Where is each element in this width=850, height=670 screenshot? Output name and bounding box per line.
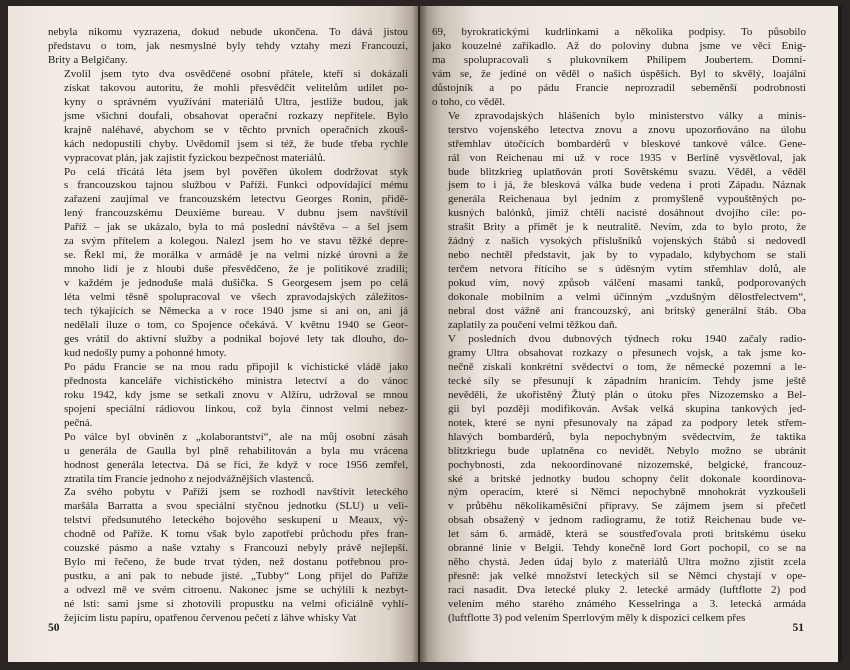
text-line: Ve zpravodajských hlášeních bylo ministerstvo války a minis- — [448, 109, 806, 122]
text-line: krajně naléhavé, abychom se v těchto prvních operačních zkouš- — [64, 123, 408, 136]
text-line: V posledních dvou dubnových týdnech roku 1940 začaly radio- — [448, 332, 806, 345]
paragraph — [48, 486, 408, 626]
text-line: terstvo vojenského letectva znovu a znovu upozorňováno na úlohu — [448, 123, 806, 136]
text-line: léta velmi těsně spolupracoval ve všech zpravodajských záležitos- — [64, 291, 408, 304]
text-line: raci nasadit. Dva letecké pluky 2. letecké armády (luftflotte 2) pod — [448, 584, 806, 597]
text-line: nečně získali konkrétní svědectví o tom, že německé pozemní a le- — [448, 360, 806, 373]
text-line: couzské pásmo a naše vztahy s Francouzi nebyly právě nejlepší. — [64, 542, 408, 555]
text-line: hlavých bombardérů, byla nepochybným svědectvím, že taktika — [448, 430, 806, 443]
text-line: mnoho lidí je z hloubi duše přesvědčeno, že je politikové zradili; — [64, 263, 408, 276]
text-line: tech týkajících se Německa a v roce 1940 jsme si ani on, ani já — [64, 305, 408, 318]
text-line: chodně od Paříže. K tomu však bylo zapotřebí průchodu přes fran- — [64, 528, 408, 541]
text-line: nedělali iluze o tom, co Spojence očekává. V květnu 1940 se Geor- — [64, 319, 408, 332]
text-line: žejícím listu papíru, opatřenou červenou pečetí z láhve whisky Vat — [64, 612, 357, 625]
text-line: něho chystá. Jeden údaj bylo z materiálů Ultra možno zjistit zcela — [448, 556, 806, 569]
text-line: notek, které se nyní přesunovaly na západ za podpory letek střem- — [448, 416, 806, 429]
paragraph — [48, 361, 408, 431]
text-line: pustku, a ani pak to nebude jisté. „Tubby“ Long přijel do Paříže — [64, 570, 408, 583]
text-line: nebral dost vážně ani francouzský, ani britský generální štáb. Oba — [448, 305, 806, 318]
right-page-text — [432, 26, 806, 626]
text-line: nebo nechtěl představit, jak by to vypadalo, kdybychom se stali — [448, 249, 806, 262]
text-line: pečná. — [64, 416, 93, 429]
text-line: nebyla nikomu vyzrazena, dokud nebude ukončena. To dává jistou — [48, 26, 408, 38]
text-line: pochybnosti, zda nekoordinované nizozemské, belgické, francouz- — [448, 458, 806, 471]
text-line: 69, byrokratickými kudrlinkami a několika podpisy. To působilo — [432, 26, 806, 38]
text-line: bude blitzkrieg uplatňován proti Sovětskému svazu. Věděl, a věděl — [448, 165, 806, 178]
paragraph — [48, 166, 408, 361]
paragraph — [432, 26, 806, 110]
text-line: maršála Barratta a svou speciální styčnou jednotku (SLU) u veli- — [64, 500, 408, 513]
text-line: vám se, že jediné on věděl o našich úspěších. Byl to skvělý, loajální — [432, 67, 806, 80]
text-line: jako kouzelné zaříkadlo. Až do poloviny dubna jsme ve věci Enig- — [432, 39, 806, 52]
text-line: rál von Reichenau mi už v roce 1935 v Berlíně vysvětloval, jak — [448, 151, 806, 164]
paragraph — [48, 68, 408, 166]
text-line: terčem netvora řítícího se s úděsným vytím střemhlav dolů, ale — [448, 263, 806, 276]
text-line: představu o tom, jak nesmyslné byly tehdy vztahy mezi Francouzi, — [48, 39, 408, 52]
text-line: o toho, co věděl. — [432, 95, 506, 108]
right-page — [420, 6, 838, 662]
text-line: žádný z našich vysokých příslušníků vojenských štábů si nedovedl — [448, 235, 806, 248]
text-line: Zvolil jsem tyto dva osvědčené osobní přátele, kteří si dokázali — [64, 67, 408, 80]
text-line: u generála de Gaulla byl plně rehabilitován a byla mu vrácena — [64, 444, 408, 457]
text-line: získat takovou autoritu, že mohli přesvědčit velitelům udílet po- — [64, 81, 408, 94]
text-line: Po válce byl obviněn z „kolaborantství“, ale na můj osobní zásah — [64, 430, 408, 443]
text-line: ges vrátil do aktivní služby a podnikal bojové lety tak dlouho, do- — [64, 332, 408, 345]
text-line: nevěděli, že ukořistěný Žlutý plán o útoku přes Nizozemsko a Bel- — [448, 388, 806, 401]
text-line: lený francouzskému Deuxième bureau. V dubnu jsem navštívil — [64, 207, 408, 220]
left-page-text — [48, 26, 408, 626]
text-line: pokud vím, nový způsob válčení masami tanků, podporovaných — [448, 277, 806, 290]
text-line: se. Řekl mi, že morálka v armádě je na velmi nízké úrovni a že — [64, 249, 408, 262]
text-line: roku 1942, kdy jsme se setkali znovu v Alžíru, udržoval se mnou — [64, 388, 408, 401]
text-line: spojení speciální rádiovou linkou, což byla činnost velmi nebez- — [64, 402, 408, 415]
text-line: generála Reichenaua byl jedním z promyšleně vypouštěných po- — [448, 193, 806, 206]
text-line: střemhlav útočících bombardérů v bleskové tankové válce. Gene- — [448, 137, 806, 150]
text-line: Za svého pobytu v Paříži jsem se rozhodl navštívit leteckého — [64, 486, 408, 499]
text-line: hodnost generála letectva. Dá se říci, že když v roce 1956 zemřel, — [64, 458, 408, 471]
text-line: kud nedošly pumy a pohonné hmoty. — [64, 346, 227, 359]
text-line: blitzkriegu bude uplatněna co nevidět. Nebylo možno se ubránit — [448, 444, 806, 457]
text-line: zaplatily za poučení velmi těžkou daň. — [448, 319, 618, 332]
paragraph — [48, 431, 408, 487]
text-line: Bylo mi řečeno, že bude trvat týden, než dostanu potřebnou pro- — [64, 556, 408, 569]
text-line: v každém je jednoduše malá dušička. S Georgesem jsem po celá — [64, 277, 408, 290]
text-line: jsme všichni doufali, obsahovat operační rozkazy nepřítele. Bylo — [64, 109, 408, 122]
book-gutter — [412, 6, 428, 662]
text-line: a odvezl mě ve svém citroenu. Nakonec jsme se uchýlili k nezbyt- — [64, 584, 408, 597]
text-line: strašit Brity a přimět je k neutralitě. Nevím, zda to bylo proto, že — [448, 221, 806, 234]
paragraph — [48, 26, 408, 68]
text-line: Paříž – jak se ukázalo, byla to má poslední návštěva – a šel jsem — [64, 221, 408, 234]
text-line: kusných balónků, jimiž chtěli nacisté dosáhnout dvojího cíle: po- — [448, 207, 806, 220]
text-line: gii byl později modifikován. Avšak velká skupina tankových jed- — [448, 402, 806, 415]
text-line: zařazení zaujímal ve francouzském letectvu Georges Ronin, přidě- — [64, 193, 408, 206]
text-line: kách nedopustili chyby. Uvědomil jsem si též, že bude třeba rychle — [64, 137, 408, 150]
text-line: v průběhu několikaměsíční přípravy. Se zájmem jsem si přečetl — [448, 500, 806, 513]
text-line: přesně: jak velké množství leteckých sil se Němci chystají v ope- — [448, 570, 806, 583]
text-line: vypracovat plán, jak zajistit fyzickou bezpečnost materiálů. — [64, 151, 326, 164]
left-page-number: 50 — [48, 622, 60, 634]
book-spread — [8, 6, 842, 662]
text-line: jsem to i já, že blesková válka bude vedena i proti Západu. Náznak — [448, 179, 806, 192]
text-line: gramy Ultra obsahovat rozkazy o přesunech vojsk, a tak jsme ko- — [448, 346, 806, 359]
text-line: Brity a Belgičany. — [48, 53, 128, 66]
text-line: kyny o správném využívání materiálů Ultra, jestliže budou, jak — [64, 95, 408, 108]
text-line: obranné linie v Belgii. Tehdy konečně lord Gort pochopil, co se na — [448, 542, 806, 555]
text-line: obsah obsažený v jednom radiogramu, že totiž Reichenau bude ve- — [448, 514, 806, 527]
text-line: přednosta kanceláře vichistického ministra letectví a do vánoc — [64, 374, 408, 387]
text-line: s francouzskou tajnou službou v Paříži. Funkci odpovídající mému — [64, 179, 408, 192]
text-line: ské a britské jednotky budou schopny čelit dokonale koordinova- — [448, 472, 806, 485]
text-line: ným operacím, které si Němci nepochybně mnohokrát vyzkoušeli — [448, 486, 806, 499]
text-line: (luftflotte 3) pod velením Sperrlovým měly k dispozici celkem přes — [448, 612, 746, 625]
text-line: Po celá třicátá léta jsem byl pověřen úkolem dodržovat styk — [64, 165, 408, 178]
text-line: dokonale mobilním a velmi účinným „vzdušným dělostřelectvem“, — [448, 291, 806, 304]
left-page — [8, 6, 418, 662]
paragraph — [432, 110, 806, 333]
text-line: Po pádu Francie se na mou radu připojil k vichistické vládě jako — [64, 360, 408, 373]
text-line: let sám 6. armádě, která se soustřeďovala proti britskému úseku — [448, 528, 806, 541]
text-line: ztratila tím Francie jednoho z nejodvážnějších vlastenců. — [64, 472, 315, 485]
right-page-number: 51 — [792, 622, 804, 634]
text-line: důstojník a po pádu Francie neprozradil sebeměnší podrobnosti — [432, 81, 806, 94]
text-line: tecké síly se přesunují k západním hranicím. Tehdy jsme ještě — [448, 374, 806, 387]
text-line: velením mého starého známého Kesselringa a 3. letecká armáda — [448, 598, 806, 611]
text-line: za svým přítelem a kolegou. Nalezl jsem ho ve stavu těžké depre- — [64, 235, 408, 248]
text-line: telství předsunutého leteckého bojového seskupení u Meaux, vý- — [64, 514, 408, 527]
text-line: ma spolupracovali s plukovníkem Philipem Joubertem. Domní- — [432, 53, 806, 66]
paragraph — [432, 333, 806, 626]
text-line: né lsti: sami jsme si zhotovili propustku na velmi oficiálně vyhlí- — [64, 598, 408, 611]
